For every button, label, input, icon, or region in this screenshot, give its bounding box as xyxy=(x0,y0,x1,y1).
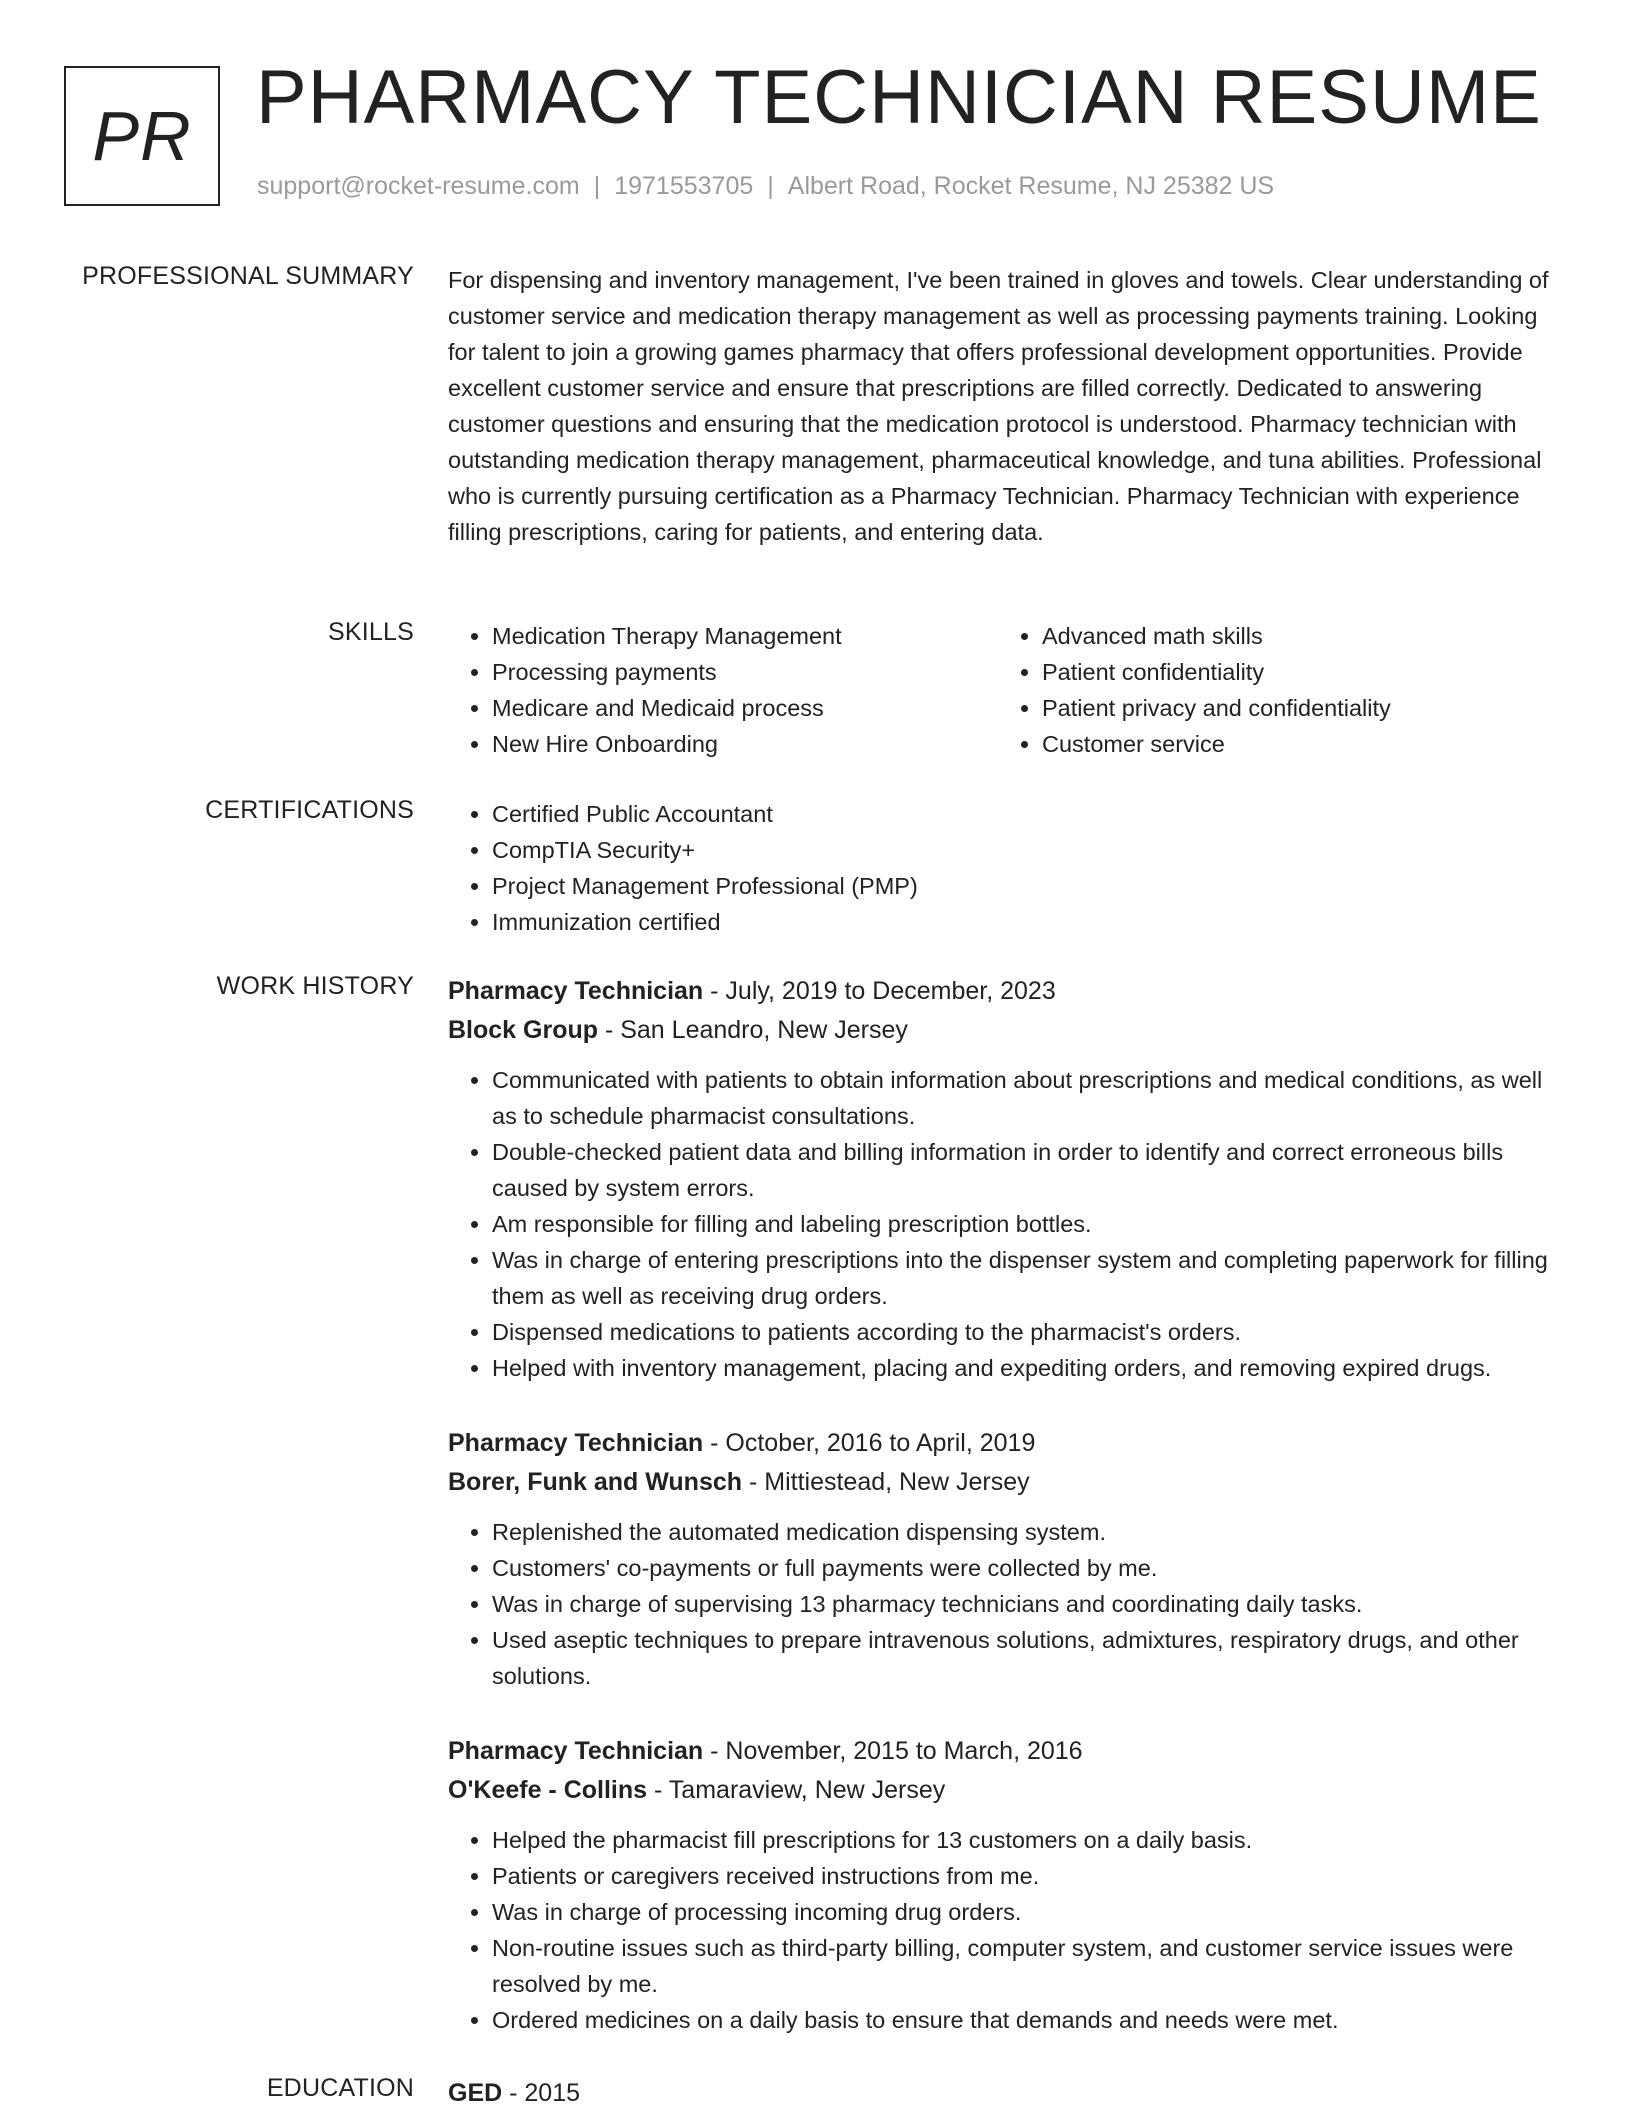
job-duty-item: • Used aseptic techniques to prepare intravenous solutions, admixtures, respiratory drugs, and other solutions. xyxy=(492,1622,1558,1694)
certifications-list xyxy=(448,796,1558,940)
job-dates: - October, 2016 to April, 2019 xyxy=(703,1429,1036,1457)
job-duties-list xyxy=(448,1062,1558,1386)
resume-title: PHARMACY TECHNICIAN RESUME xyxy=(256,55,1542,140)
job-title-line xyxy=(448,1732,1558,1770)
job-dates: - July, 2019 to December, 2023 xyxy=(703,977,1056,1005)
contact-line xyxy=(257,172,1274,201)
job-duty-item: • Helped with inventory management, placing and expediting orders, and removing expired drugs. xyxy=(492,1350,1558,1386)
education-line xyxy=(448,2074,1558,2112)
skills-list-right xyxy=(998,618,1548,762)
summary-text: For dispensing and inventory management, I've been trained in gloves and towels. Clear understanding of customer service and medication therapy management as well as processing payments training. Looking for talent to join a growing games pharmacy that offers professional development opportunities. Provide excellent customer service and ensure that prescriptions are filled correctly. Dedicated to answering customer questions and ensuring that the medication protocol is understood. Pharmacy technician with outstanding medication therapy management, pharmaceutical knowledge, and tuna abilities. Professional who is currently pursuing certification as a Pharmacy Technician. Pharmacy Technician with experience filling prescriptions, caring for patients, and entering data. xyxy=(448,267,1549,545)
skill-item: • Patient confidentiality xyxy=(1042,654,1548,690)
job-duty-item: • Ordered medicines on a daily basis to ensure that demands and needs were met. xyxy=(492,2002,1558,2038)
education-body xyxy=(448,2074,1558,2112)
education-year: - 2015 xyxy=(502,2079,581,2107)
job-duty-item: • Communicated with patients to obtain information about prescriptions and medical conditions, as well as to schedule pharmacist consultations. xyxy=(492,1062,1558,1134)
company-line xyxy=(448,1010,1558,1050)
contact-address: Albert Road, Rocket Resume, NJ 25382 US xyxy=(787,172,1275,200)
skill-item: • Patient privacy and confidentiality xyxy=(1042,690,1548,726)
company-line xyxy=(448,1770,1558,1810)
contact-separator: | xyxy=(593,172,601,200)
section-label-skills: SKILLS xyxy=(328,618,414,646)
skill-item: • Processing payments xyxy=(492,654,998,690)
job-title: Pharmacy Technician xyxy=(448,1429,704,1457)
skill-item: • Customer service xyxy=(1042,726,1548,762)
job-duty-item: • Helped the pharmacist fill prescriptions for 13 customers on a daily basis. xyxy=(492,1822,1558,1858)
skills-body xyxy=(448,618,1558,762)
job-duty-item: • Patients or caregivers received instructions from me. xyxy=(492,1858,1558,1894)
section-label-certifications: CERTIFICATIONS xyxy=(205,796,414,824)
company-line xyxy=(448,1462,1558,1502)
job-title-line xyxy=(448,972,1558,1010)
job-title-line xyxy=(448,1424,1558,1462)
company-name: Borer, Funk and Wunsch xyxy=(448,1468,743,1496)
skill-item: • New Hire Onboarding xyxy=(492,726,998,762)
job-duty-item: • Double-checked patient data and billing information in order to identify and correct erroneous bills caused by system errors. xyxy=(492,1134,1558,1206)
company-location: - Mittiestead, New Jersey xyxy=(742,1468,1030,1496)
job-title: Pharmacy Technician xyxy=(448,977,704,1005)
job-dates: - November, 2015 to March, 2016 xyxy=(703,1737,1083,1765)
work-history-body xyxy=(448,972,1558,2076)
summary-body xyxy=(448,262,1558,550)
company-name: Block Group xyxy=(448,1016,599,1044)
contact-separator: | xyxy=(767,172,774,200)
job-entry xyxy=(448,1732,1558,2038)
job-duty-item: • Replenished the automated medication dispensing system. xyxy=(492,1514,1558,1550)
job-entry xyxy=(448,1424,1558,1694)
skill-item: • Medication Therapy Management xyxy=(492,618,998,654)
job-duty-item: • Was in charge of supervising 13 pharmacy technicians and coordinating daily tasks. xyxy=(492,1586,1558,1622)
job-duty-item: • Was in charge of processing incoming drug orders. xyxy=(492,1894,1558,1930)
job-duty-item: • Non-routine issues such as third-party billing, computer system, and customer service issues were resolved by me. xyxy=(492,1930,1558,2002)
certification-item: • Certified Public Accountant xyxy=(492,796,1558,832)
certification-item: • Project Management Professional (PMP) xyxy=(492,868,1558,904)
contact-email[interactable]: support@rocket-resume.com xyxy=(257,172,580,200)
section-label-education: EDUCATION xyxy=(266,2074,414,2102)
skills-grid xyxy=(448,618,1558,762)
certification-item: • Immunization certified xyxy=(492,904,1558,940)
job-duty-item: • Customers' co-payments or full payments were collected by me. xyxy=(492,1550,1558,1586)
job-duty-item: • Was in charge of entering prescriptions into the dispenser system and completing paperwork for filling them as well as receiving drug orders. xyxy=(492,1242,1558,1314)
section-label-summary: PROFESSIONAL SUMMARY xyxy=(82,262,414,290)
contact-phone[interactable]: 1971553705 xyxy=(614,172,754,200)
job-duty-item: • Dispensed medications to patients according to the pharmacist's orders. xyxy=(492,1314,1558,1350)
certifications-body xyxy=(448,796,1558,940)
monogram-initials: PR xyxy=(92,97,192,175)
job-title: Pharmacy Technician xyxy=(448,1737,704,1765)
education-degree: GED xyxy=(448,2079,503,2107)
job-duties-list xyxy=(448,1514,1558,1694)
job-duties-list xyxy=(448,1822,1558,2038)
skill-item: • Advanced math skills xyxy=(1042,618,1548,654)
skill-item: • Medicare and Medicaid process xyxy=(492,690,998,726)
company-location: - San Leandro, New Jersey xyxy=(598,1016,908,1044)
company-location: - Tamaraview, New Jersey xyxy=(647,1776,946,1804)
skills-list-left xyxy=(448,618,998,762)
certification-item: • CompTIA Security+ xyxy=(492,832,1558,868)
section-label-work-history: WORK HISTORY xyxy=(216,972,414,1000)
job-entry xyxy=(448,972,1558,1386)
monogram-box xyxy=(64,66,220,206)
job-duty-item: • Am responsible for filling and labeling prescription bottles. xyxy=(492,1206,1558,1242)
company-name: O'Keefe - Collins xyxy=(448,1776,648,1804)
